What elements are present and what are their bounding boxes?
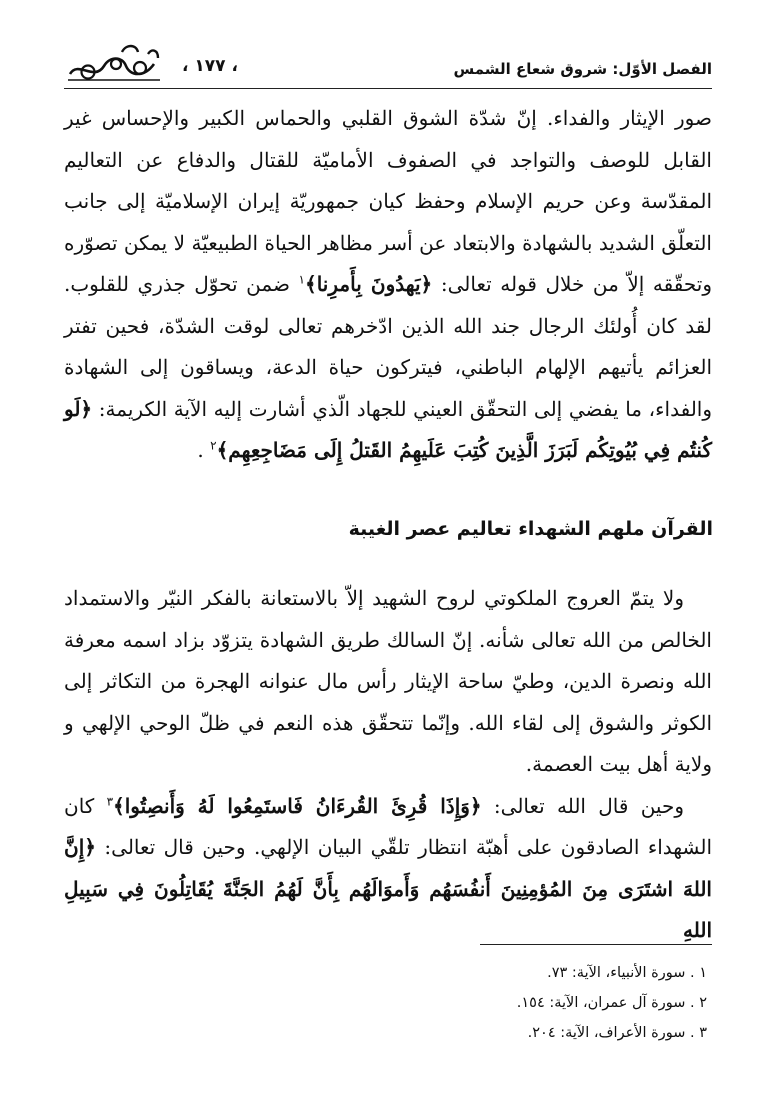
quran-verse: ﴿وَإِذَا قُرِئَ القُرءَانُ فَاستَمِعُوا لَهُ وَأَنصِتُوا﴾ [113, 793, 482, 818]
paragraph-text: وحين قال الله تعالى: [481, 793, 684, 818]
quran-verse: ﴿لَو كُنتُم فِي بُيُوتِكُم لَبَرَزَ الَّذِينَ كُتِبَ عَلَيهِمُ القَتلُ إِلَى مَضَاجِعِهِم﴾ [64, 396, 712, 462]
footnote-marker: ٣ [106, 793, 114, 808]
calligraphy-ornament-icon [64, 42, 164, 86]
footnote-divider [480, 944, 712, 945]
chapter-title: الفصل الأوّل: شروق شعاع الشمس [453, 60, 712, 78]
quran-verse: ﴿يَهدُونَ بِأَمرِنا﴾ [304, 272, 433, 296]
paragraph [64, 786, 712, 952]
quran-verse: ﴿إِنَّ اللهَ اشتَرَى مِنَ المُؤمِنِينَ أَنفُسَهُم وَأَموَالَهُم بِأَنَّ لَهُمُ الجَنَّةَ يُقَاتِلُونَ فِي سَبِيلِ اللهِ [64, 835, 712, 942]
footnote-item: ٢ . سورة آل عمران، الآية: ١٥٤. [516, 995, 707, 1011]
paragraph-end: . [197, 438, 211, 462]
footnotes [307, 958, 707, 1048]
section-body-1 [64, 98, 712, 472]
page-header [64, 42, 712, 86]
paragraph-text: كان الشهداء الصادقون على أهبّة انتظار تلقّي البيان الإلهي. وحين قال تعالى: [64, 793, 712, 859]
paragraph-text: صور الإيثار والفداء. إنّ شدّة الشوق القلبي والحماس الكبير والإحساس غير القابل للوصف والتواجد في الصفوف الأماميّة للقتال والدفاع عن التعاليم المقدّسة وعن حريم الإسلام وحفظ كيان جمهوريّة إيران الإسلاميّة إلى جانب التعلّق الشديد بالشهادة والابتعاد عن أسر مظاهر الحياة الطبيعيّة لا يمكن تصوّره وتحقّقه إلاّ من خلال قوله تعالى: [64, 106, 713, 296]
section-body-2 [64, 578, 712, 952]
section-heading: القرآن ملهم الشهداء تعاليم عصر الغيبة [348, 518, 713, 540]
page-number: ، ١٧٧ ، [182, 56, 238, 76]
paragraph: ولا يتمّ العروج الملكوتي لروح الشهيد إلاّ بالاستعانة بالفكر النيّر والاستمداد الخالص من الله تعالى شأنه. إنّ السالك طريق الشهادة يتزوّد بزاد اسمه معرفة الله ونصرة الدين، وطيّ ساحة الإيثار رأس مال عنوانه الهجرة من التكاثر إلى الكوثر والشوق إلى لقاء الله. وإنّما تتحقّق هذه النعم في ظلّ الوحي الإلهي و ولاية أهل بيت العصمة. [64, 586, 713, 776]
header-divider [64, 88, 712, 89]
footnote-item: ١ . سورة الأنبياء، الآية: ٧٣. [547, 965, 707, 981]
paragraph [64, 98, 712, 472]
paragraph-text: ضمن تحوّل جذري للقلوب. لقد كان أُولئك الرجال جند الله الذين ادّخرهم تعالى لوقت الشدّة، فحين تفتر العزائم يأتيهم الإلهام الباطني، فيتركون حياة الدعة، ويساقون إلى الشهادة والفداء، ما يفضي إلى التحقّق العيني للجهاد الّذي أشارت إليه الآية الكريمة: [64, 272, 712, 421]
footnote-marker: ٢ [210, 438, 217, 453]
footnote-item: ٣ . سورة الأعراف، الآية: ٢٠٤. [527, 1025, 707, 1041]
footnote-marker: ١ [298, 272, 305, 287]
